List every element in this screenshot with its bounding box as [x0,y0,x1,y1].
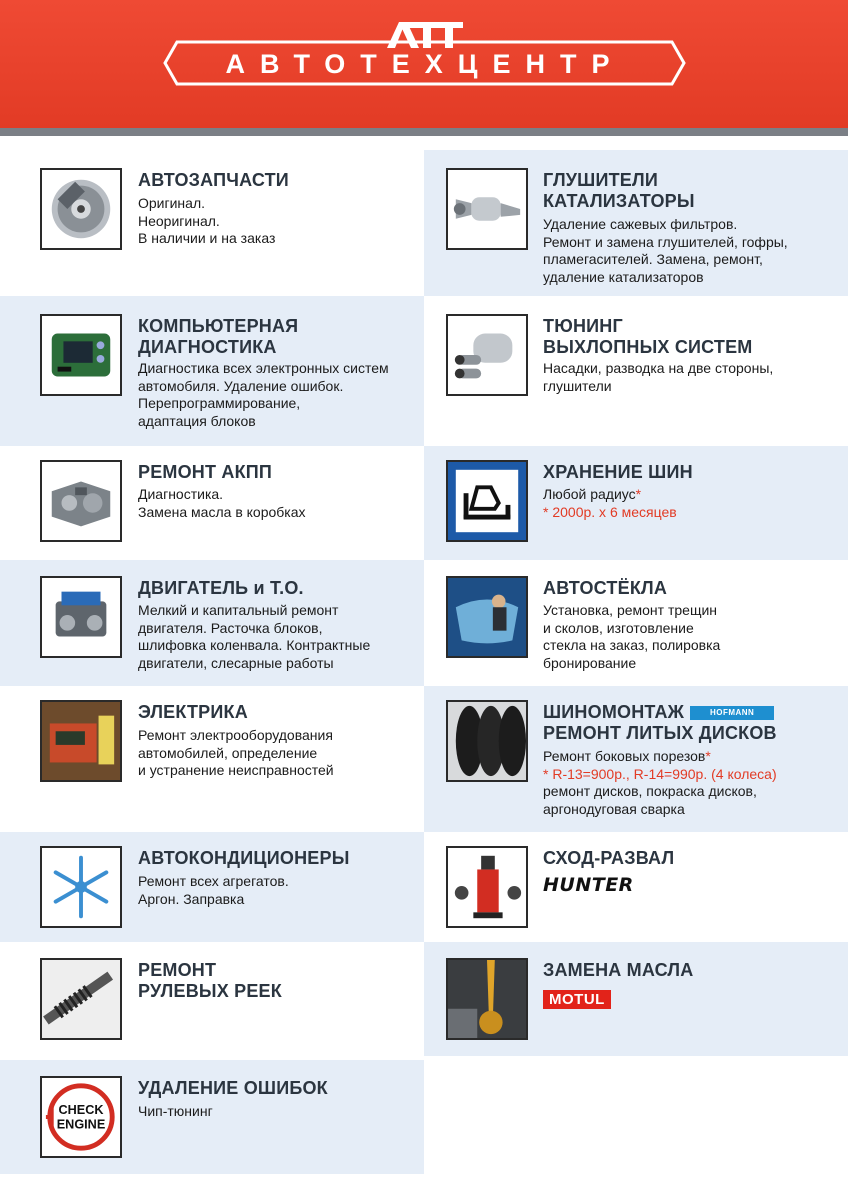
service-desc: Диагностика всех электронных систем автомобиля. Удаление ошибок. Перепрограммирование, адаптация блоков [138,360,389,429]
service-parts [0,150,424,296]
service-title: АВТОСТЁКЛА [543,578,668,598]
service-desc-2: ремонт дисков, покраска дисков, аргонодуговая сварка [543,783,757,817]
wheel-alignment-stand-icon [446,846,528,928]
service-title: АВТОЗАПЧАСТИ [138,170,289,190]
header-divider [0,128,848,136]
service-steering-racks [0,942,424,1060]
steering-rack-icon [40,958,122,1040]
service-desc: Диагностика. Замена масла в коробках [138,486,306,520]
service-title: КОМПЬЮТЕРНАЯ ДИАГНОСТИКА [138,316,299,357]
service-title: ЭЛЕКТРИКА [138,702,248,722]
service-title-2: РЕМОНТ ЛИТЫХ ДИСКОВ [543,723,777,743]
service-desc: Ремонт всех агрегатов. Аргон. Заправка [138,873,289,907]
snowflake-icon [40,846,122,928]
service-price-note: * R-13=900р., R-14=990р. (4 колеса) [543,765,777,782]
service-price-note: * 2000р. х 6 месяцев [543,503,677,520]
check-engine-icon [40,1076,122,1158]
service-akpp [0,446,424,560]
oil-pour-icon [446,958,528,1040]
service-title: ЗАМЕНА МАСЛА [543,960,694,980]
service-title: СХОД-РАЗВАЛ [543,848,675,868]
service-title: УДАЛЕНИЕ ОШИБОК [138,1078,328,1098]
header-banner [0,0,848,128]
service-desc: Мелкий и капитальный ремонт двигателя. Расточка блоков, шлифовка коленвала. Контрактные двигатели, слесарные работы [138,602,371,671]
service-mufflers [424,150,848,296]
service-desc: Любой радиус* [543,486,642,502]
exhaust-tips-icon [446,314,528,396]
gearbox-icon [40,460,122,542]
company-name: АВТОТЕХЦЕНТР [225,49,625,79]
service-title: ГЛУШИТЕЛИ КАТАЛИЗАТОРЫ [543,170,695,211]
tire-storage-sign-icon [446,460,528,542]
service-aircon [0,832,424,942]
diagnostic-scanner-icon [40,314,122,396]
svg-text:ENGINE: ENGINE [56,1117,106,1132]
service-title: АВТОКОНДИЦИОНЕРЫ [138,848,350,868]
service-desc: Оригинал. Неоригинал. В наличии и на заказ [138,195,276,246]
brake-disc-icon [40,168,122,250]
service-alignment [424,832,848,942]
service-engine [0,560,424,686]
service-desc: Установка, ремонт трещин и сколов, изготовление стекла на заказ, полировка бронирование [543,602,721,671]
service-oil-change [424,942,848,1056]
service-title: РЕМОНТ РУЛЕВЫХ РЕЕК [138,960,282,1001]
service-diagnostics [0,296,424,446]
service-desc: Чип-тюнинг [138,1103,213,1119]
service-exhaust-tuning [424,296,848,446]
service-title: ХРАНЕНИЕ ШИН [543,462,693,482]
engine-icon [40,576,122,658]
service-desc: Ремонт боковых порезов* [543,748,711,764]
service-tire-fitting [424,686,848,832]
catalytic-converter-icon [446,168,528,250]
tires-icon [446,700,528,782]
service-desc: Ремонт электрооборудования автомобилей, определение и устранение неисправностей [138,727,334,778]
service-tire-storage [424,446,848,560]
hunter-brand-logo: HUNTER [543,874,634,896]
windshield-icon [446,576,528,658]
service-title: РЕМОНТ АКПП [138,462,273,482]
hofmann-badge: HOFMANN [690,706,774,720]
service-desc: Насадки, разводка на две стороны, глушители [543,360,774,394]
motul-brand-logo: MOTUL [543,990,611,1009]
service-auto-glass [424,560,848,686]
service-title: ДВИГАТЕЛЬ и Т.О. [138,578,304,598]
service-error-removal [0,1060,424,1174]
electrical-tester-icon [40,700,122,782]
service-title: ШИНОМОНТАЖ HOFMANN [543,702,843,723]
service-electrics [0,686,424,832]
svg-text:CHECK: CHECK [58,1103,104,1118]
service-desc: Удаление сажевых фильтров. Ремонт и замена глушителей, гофры, пламегасителей. Замена, ремонт, удаление катализаторов [543,216,788,285]
service-title: ТЮНИНГ ВЫХЛОПНЫХ СИСТЕМ [543,316,753,357]
